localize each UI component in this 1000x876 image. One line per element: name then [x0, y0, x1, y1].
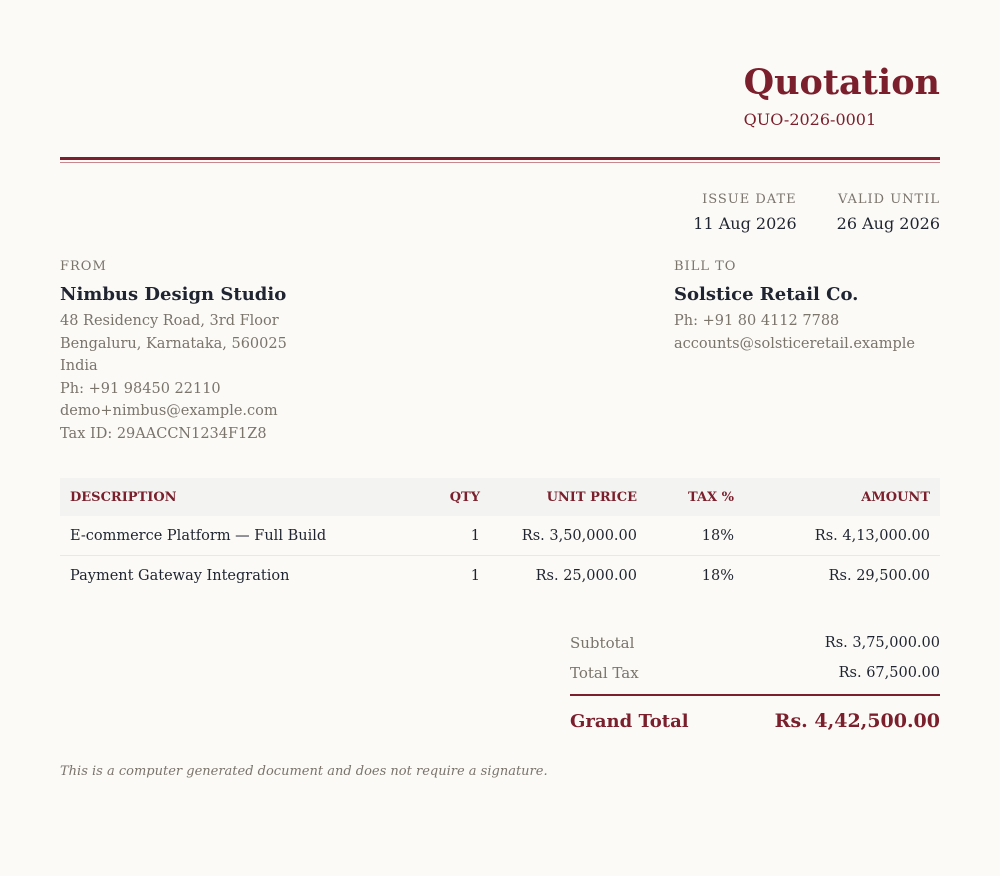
- table-row: [60, 516, 940, 556]
- subtotal-value: Rs. 3,75,000.00: [824, 635, 940, 651]
- valid-until-block: [837, 192, 940, 234]
- item-qty: 1: [470, 568, 480, 584]
- bill-to-section: [674, 259, 954, 355]
- issue-date-block: [693, 192, 796, 234]
- footer-note: This is a computer generated document and does not require a signature.: [60, 764, 548, 779]
- header-divider-thin: [60, 162, 940, 163]
- grand-total-value: Rs. 4,42,500.00: [774, 710, 940, 732]
- header-amount: AMOUNT: [861, 489, 930, 505]
- from-label: FROM: [60, 259, 107, 274]
- valid-until-label: VALID UNTIL: [838, 192, 940, 207]
- grand-total-label: Grand Total: [570, 710, 689, 732]
- issue-date-value: 11 Aug 2026: [693, 214, 797, 233]
- issue-date-label: ISSUE DATE: [702, 192, 797, 207]
- item-amount: Rs. 29,500.00: [828, 568, 930, 584]
- document-header: [744, 62, 940, 130]
- sender-phone: Ph: +91 98450 22110: [60, 380, 221, 397]
- sender-address-line: 48 Residency Road, 3rd Floor: [60, 313, 279, 329]
- valid-until-value: 26 Aug 2026: [836, 214, 940, 233]
- client-name: Solstice Retail Co.: [674, 284, 859, 305]
- total-tax-value: Rs. 67,500.00: [838, 665, 940, 681]
- grand-total-row: [570, 696, 940, 746]
- item-amount: Rs. 4,13,000.00: [814, 527, 930, 544]
- item-qty: 1: [470, 527, 480, 544]
- subtotal-label: Subtotal: [570, 634, 635, 652]
- total-tax-row: [570, 658, 940, 688]
- item-description: E-commerce Platform — Full Build: [70, 527, 327, 544]
- document-title: Quotation: [743, 62, 940, 103]
- date-meta: [693, 192, 940, 234]
- sender-email: demo+nimbus@example.com: [60, 403, 278, 420]
- bill-to-label: BILL TO: [674, 259, 737, 274]
- table-row: [60, 556, 940, 596]
- from-section: [60, 259, 480, 446]
- item-tax: 18%: [701, 568, 734, 584]
- header-tax: TAX %: [687, 489, 734, 505]
- header-unit-price: UNIT PRICE: [546, 489, 637, 505]
- sender-country: India: [60, 358, 98, 375]
- header-description: DESCRIPTION: [70, 489, 177, 505]
- client-phone: Ph: +91 80 4112 7788: [674, 313, 840, 329]
- sender-address-line: Bengaluru, Karnataka, 560025: [60, 335, 287, 352]
- table-header: [60, 478, 940, 516]
- total-tax-label: Total Tax: [570, 664, 639, 682]
- item-tax: 18%: [701, 527, 734, 544]
- item-unit-price: Rs. 3,50,000.00: [521, 527, 637, 544]
- sender-name: Nimbus Design Studio: [60, 284, 287, 305]
- item-description: Payment Gateway Integration: [70, 568, 290, 584]
- header-divider-thick: [60, 157, 940, 160]
- quotation-number: QUO-2026-0001: [743, 110, 877, 129]
- client-email: accounts@solsticeretail.example: [674, 335, 915, 352]
- sender-tax-id: Tax ID: 29AACCN1234F1Z8: [60, 425, 267, 442]
- subtotal-row: [570, 628, 940, 658]
- item-unit-price: Rs. 25,000.00: [535, 568, 637, 584]
- totals-section: [570, 628, 940, 746]
- line-items-table: [60, 478, 940, 596]
- header-qty: QTY: [449, 489, 480, 505]
